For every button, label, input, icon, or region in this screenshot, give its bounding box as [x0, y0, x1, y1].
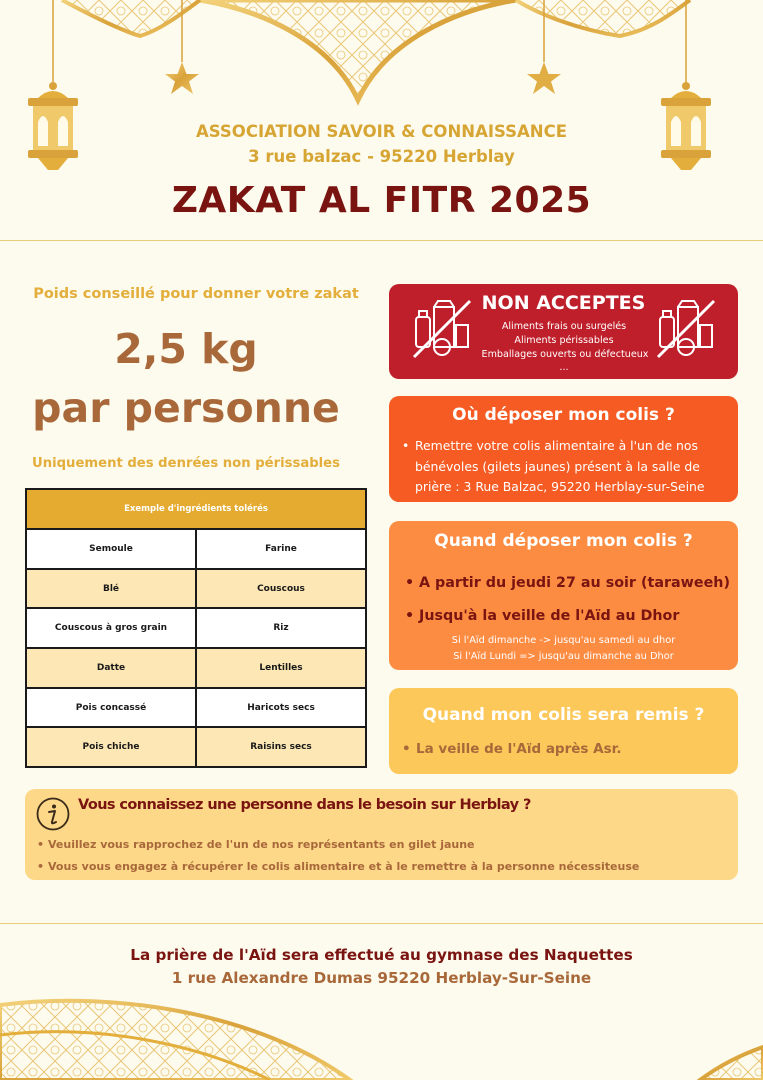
when-item	[405, 575, 735, 591]
when-note: Si l'Aïd Lundi => jusqu'au dimanche au Dhor	[453, 651, 674, 662]
info-icon	[35, 796, 71, 832]
table-row	[26, 648, 366, 688]
where-text	[402, 436, 732, 498]
non-accepted-item: Aliments périssables	[514, 335, 614, 346]
non-accepted-item: Aliments frais ou surgelés	[501, 321, 627, 332]
bullet: •	[402, 741, 411, 757]
table-cell: Datte	[26, 648, 196, 688]
table-cell: Pois chiche	[26, 727, 196, 767]
weight-label: Poids conseillé pour donner votre zakat	[33, 286, 359, 302]
non-accepted-title: NON ACCEPTES	[481, 292, 646, 314]
page-title: ZAKAT AL FITR 2025	[171, 180, 592, 221]
decorative-arch	[0, 0, 763, 110]
table-cell: Haricots secs	[196, 688, 366, 728]
table-cell: Pois concassé	[26, 688, 196, 728]
info-title: Vous connaissez une personne dans le besoin sur Herblay ?	[78, 797, 531, 813]
table-cell: Semoule	[26, 529, 196, 569]
table-row	[26, 608, 366, 648]
table-cell: Couscous à gros grain	[26, 608, 196, 648]
when-item-text: A partir du jeudi 27 au soir (taraweeh)	[419, 575, 730, 591]
where-title: Où déposer mon colis ?	[452, 405, 675, 425]
table-cell: Riz	[196, 608, 366, 648]
info-item-text: Veuillez vous rapprochez de l'un de nos représentants en gilet jaune	[48, 838, 475, 851]
table-cell: Couscous	[196, 569, 366, 609]
handover-card	[389, 688, 738, 774]
non-accepted-item: ...	[559, 362, 569, 373]
bullet: •	[37, 838, 45, 851]
bullet: •	[405, 575, 415, 591]
table-cell: Raisins secs	[196, 727, 366, 767]
when-note: Si l'Aïd dimanche -> jusqu'au samedi au dhor	[451, 635, 676, 646]
when-item	[405, 608, 735, 624]
bullet: •	[37, 860, 45, 873]
association-address: 3 rue balzac - 95220 Herblay	[248, 147, 515, 166]
bullet: •	[402, 438, 410, 453]
table-row	[26, 727, 366, 767]
non-accepted-item: Emballages ouverts ou défectueux	[481, 349, 649, 360]
hanging-star-icon	[522, 0, 566, 100]
handover-item-text: La veille de l'Aïd après Asr.	[416, 741, 622, 757]
handover-title: Quand mon colis sera remis ?	[422, 705, 705, 725]
divider	[0, 923, 763, 924]
divider	[0, 240, 763, 241]
info-item	[37, 860, 737, 873]
handover-item	[402, 741, 732, 757]
weight-value: 2,5 kg	[114, 325, 258, 373]
where-description: Remettre votre colis alimentaire à l'un de nos bénévoles (gilets jaunes) présent à la salle de prière : 3 Rue Balzac, 95220 Herblay-sur-Seine	[415, 438, 705, 494]
ingredients-table-header: Exemple d'ingrédients tolérés	[26, 489, 366, 529]
table-row	[26, 569, 366, 609]
info-item	[37, 838, 737, 851]
decorative-arch	[0, 995, 763, 1080]
association-name: ASSOCIATION SAVOIR & CONNAISSANCE	[196, 122, 567, 141]
ingredients-table	[25, 488, 367, 768]
table-cell: Blé	[26, 569, 196, 609]
table-row	[26, 529, 366, 569]
when-title: Quand déposer mon colis ?	[434, 531, 693, 551]
table-cell: Farine	[196, 529, 366, 569]
when-item-text: Jusqu'à la veille de l'Aïd au Dhor	[419, 608, 680, 624]
info-item-text: Vous vous engagez à récupérer le colis alimentaire et à le remettre à la personne nécessiteuse	[48, 860, 640, 873]
bullet: •	[405, 608, 415, 624]
table-row	[26, 688, 366, 728]
table-cell: Lentilles	[196, 648, 366, 688]
non-perishable-note: Uniquement des denrées non périssables	[32, 456, 340, 471]
prayer-address: 1 rue Alexandre Dumas 95220 Herblay-Sur-Seine	[171, 969, 592, 987]
prayer-location: La prière de l'Aïd sera effectué au gymnase des Naquettes	[130, 946, 633, 964]
weight-unit: par personne	[32, 384, 340, 432]
hanging-star-icon	[160, 0, 204, 100]
